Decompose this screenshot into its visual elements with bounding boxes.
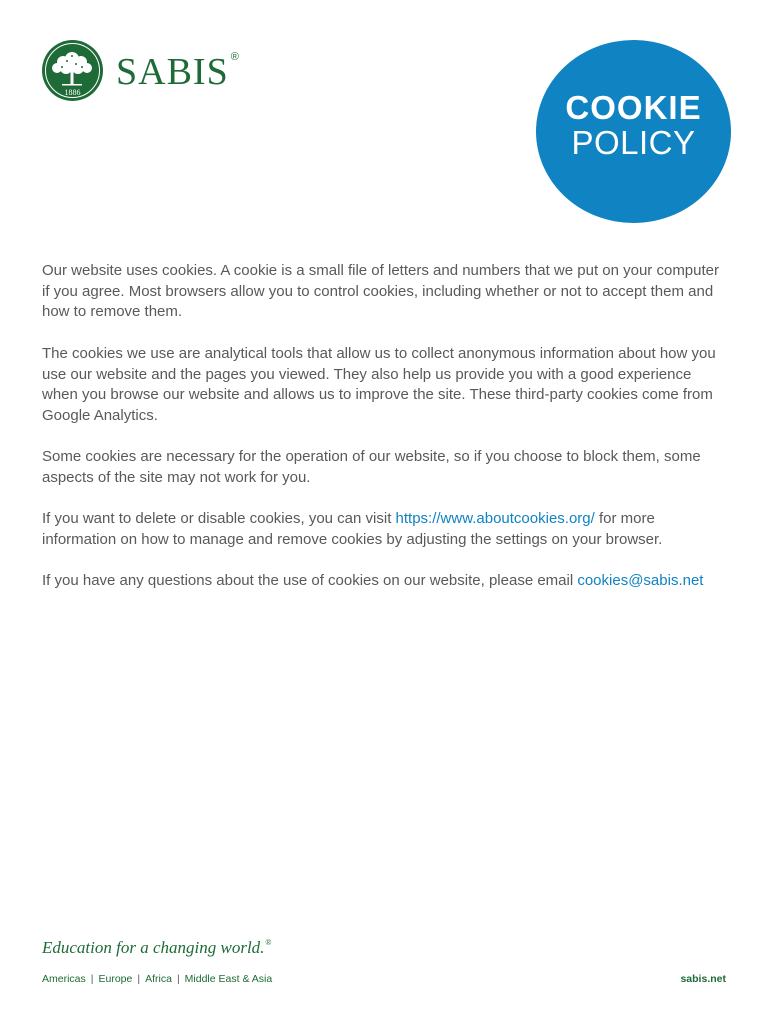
paragraph-analytics: The cookies we use are analytical tools that allow us to collect anonymous information about how you use our website and the pages you viewed. They also help us provide you with a good experience when you browse our website and allows us to improve the site. These third-party cookies come from Google Analytics. (42, 344, 716, 424)
region-separator: | (137, 973, 141, 985)
footer-regions (42, 973, 272, 985)
brand-wordmark: SABIS (116, 50, 229, 93)
badge-title-line1: COOKIE (565, 88, 702, 126)
footer-site-url: sabis.net (680, 973, 726, 985)
registered-mark: ® (230, 50, 239, 63)
paragraph-delete-text-before: If you want to delete or disable cookies, you can visit (42, 510, 396, 528)
footer-tagline (42, 938, 272, 958)
badge-title-line2: POLICY (571, 123, 696, 161)
cookies-email-link[interactable]: cookies@sabis.net (577, 572, 704, 590)
paragraph-delete (42, 509, 722, 550)
region-separator: | (90, 973, 94, 985)
paragraph-contact-text: If you have any questions about the use of cookies on our website, please email (42, 572, 578, 590)
paragraph-necessary: Some cookies are necessary for the operation of our website, so if you choose to block them, some aspects of the site may not work for you. (42, 448, 701, 486)
paragraph-intro: Our website uses cookies. A cookie is a small file of letters and numbers that we put on your computer if you agree. Most browsers allow you to control cookies, including whether or not to accept them and how to remove them. (42, 262, 719, 321)
seal-year: 1886 (64, 88, 81, 97)
tagline-text: Education for a changing world. (42, 938, 265, 957)
region-africa: Africa (145, 973, 172, 985)
region-americas: Americas (42, 973, 86, 985)
region-europe: Europe (98, 973, 133, 985)
tagline-registered-mark: ® (265, 938, 272, 947)
tree-seal-icon (42, 40, 103, 101)
policy-body (42, 261, 722, 613)
paragraph-contact (42, 571, 722, 592)
aboutcookies-link[interactable]: https://www.aboutcookies.org/ (395, 510, 595, 528)
cookie-policy-badge (536, 40, 731, 223)
sabis-logo (42, 40, 239, 101)
paragraph-delete-text-after: for more information on how to manage and remove cookies by adjusting the settings on your browser. (42, 510, 663, 549)
region-middle-east-asia: Middle East & Asia (184, 973, 273, 985)
region-separator: | (176, 973, 180, 985)
